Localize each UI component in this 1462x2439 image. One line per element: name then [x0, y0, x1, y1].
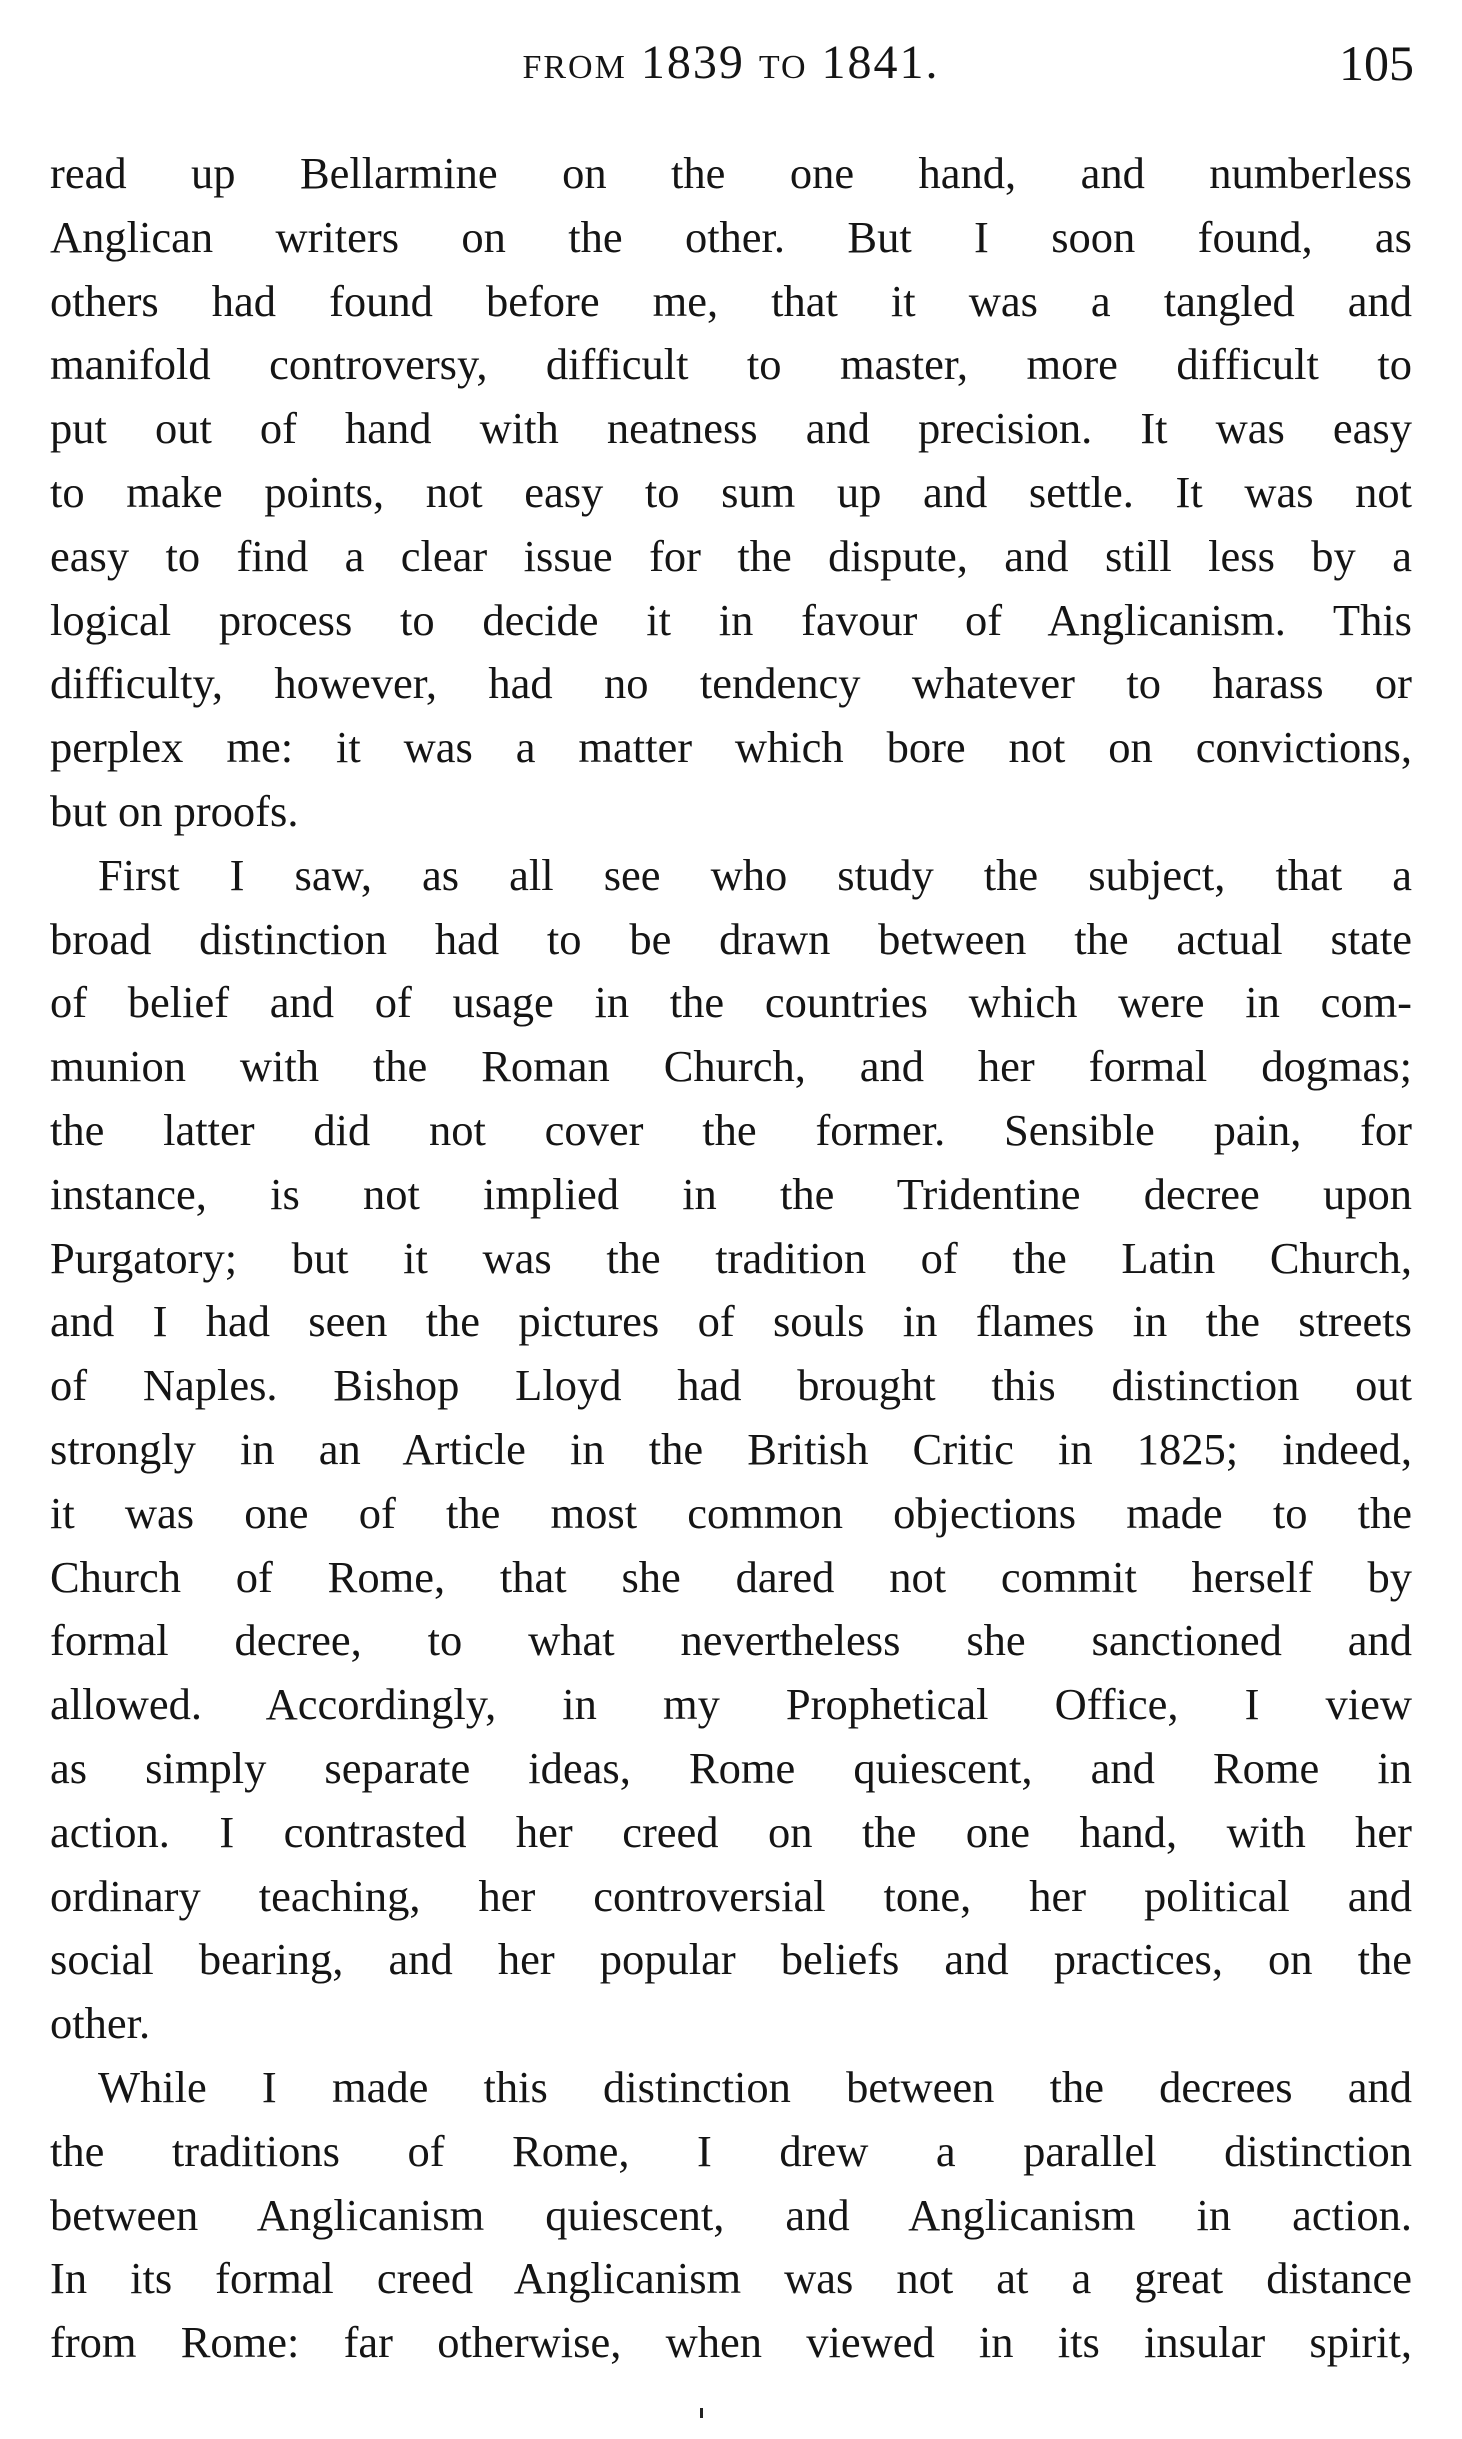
- text-line: munion with the Roman Church, and her formal dogmas;: [50, 1041, 1412, 1092]
- text-line: strongly in an Article in the British Critic in 1825; indeed,: [50, 1423, 1412, 1474]
- text-line: In its formal creed Anglicanism was not at a great distance: [50, 2253, 1412, 2304]
- text-line: Anglican writers on the other. But I soon found, as: [50, 211, 1412, 262]
- text-line: easy to find a clear issue for the dispute, and still less by a: [50, 530, 1412, 581]
- text-line: between Anglicanism quiescent, and Anglicanism in action.: [50, 2189, 1412, 2240]
- text-line: as simply separate ideas, Rome quiescent, and Rome in: [50, 1742, 1412, 1793]
- text-line: Purgatory; but it was the tradition of the Latin Church,: [50, 1232, 1412, 1283]
- text-line: but on proofs.: [50, 785, 299, 836]
- text-line: put out of hand with neatness and precision. It was easy: [50, 403, 1412, 454]
- text-line: other.: [50, 1998, 151, 2049]
- text-line: others had found before me, that it was a tangled and: [50, 275, 1412, 326]
- text-line: Church of Rome, that she dared not commit herself by: [50, 1551, 1412, 1602]
- text-line: perplex me: it was a matter which bore not on convictions,: [50, 722, 1412, 773]
- page-number: 105: [1339, 35, 1414, 91]
- running-title: from 1839 to 1841.: [522, 36, 940, 89]
- text-line: ordinary teaching, her controversial tone, her political and: [50, 1870, 1412, 1921]
- text-line: read up Bellarmine on the one hand, and numberless: [50, 148, 1412, 198]
- text-line: it was one of the most common objections made to the: [50, 1487, 1412, 1538]
- text-line: social bearing, and her popular beliefs and practices, on the: [50, 1934, 1412, 1985]
- body-text: [50, 142, 1412, 2375]
- text-line: logical process to decide it in favour of Anglicanism. This: [50, 594, 1412, 645]
- text-line: formal decree, to what nevertheless she sanctioned and: [50, 1615, 1412, 1666]
- text-line: and I had seen the pictures of souls in flames in the streets: [50, 1296, 1412, 1347]
- text-line: the traditions of Rome, I drew a parallel distinction: [50, 2125, 1412, 2176]
- text-line: of belief and of usage in the countries which were in com-: [50, 977, 1412, 1028]
- text-line: instance, is not implied in the Tridentine decree upon: [50, 1168, 1412, 1219]
- text-line: of Naples. Bishop Lloyd had brought this distinction out: [50, 1360, 1412, 1411]
- text-line: from Rome: far otherwise, when viewed in its insular spirit,: [50, 2317, 1412, 2368]
- text-line: action. I contrasted her creed on the one hand, with her: [50, 1806, 1412, 1857]
- printer-mark: [700, 2408, 703, 2418]
- text-line: broad distinction had to be drawn between the actual state: [50, 913, 1412, 964]
- text-line: the latter did not cover the former. Sensible pain, for: [50, 1104, 1412, 1155]
- text-line: First I saw, as all see who study the subject, that a: [98, 849, 1412, 900]
- text-line: While I made this distinction between the decrees and: [98, 2061, 1412, 2112]
- running-head: [48, 28, 1414, 98]
- text-line: manifold controversy, difficult to master, more difficult to: [50, 339, 1412, 390]
- text-line: to make points, not easy to sum up and settle. It was not: [50, 466, 1412, 517]
- text-line: allowed. Accordingly, in my Prophetical Office, I view: [50, 1679, 1412, 1730]
- text-line: difficulty, however, had no tendency whatever to harass or: [50, 658, 1412, 709]
